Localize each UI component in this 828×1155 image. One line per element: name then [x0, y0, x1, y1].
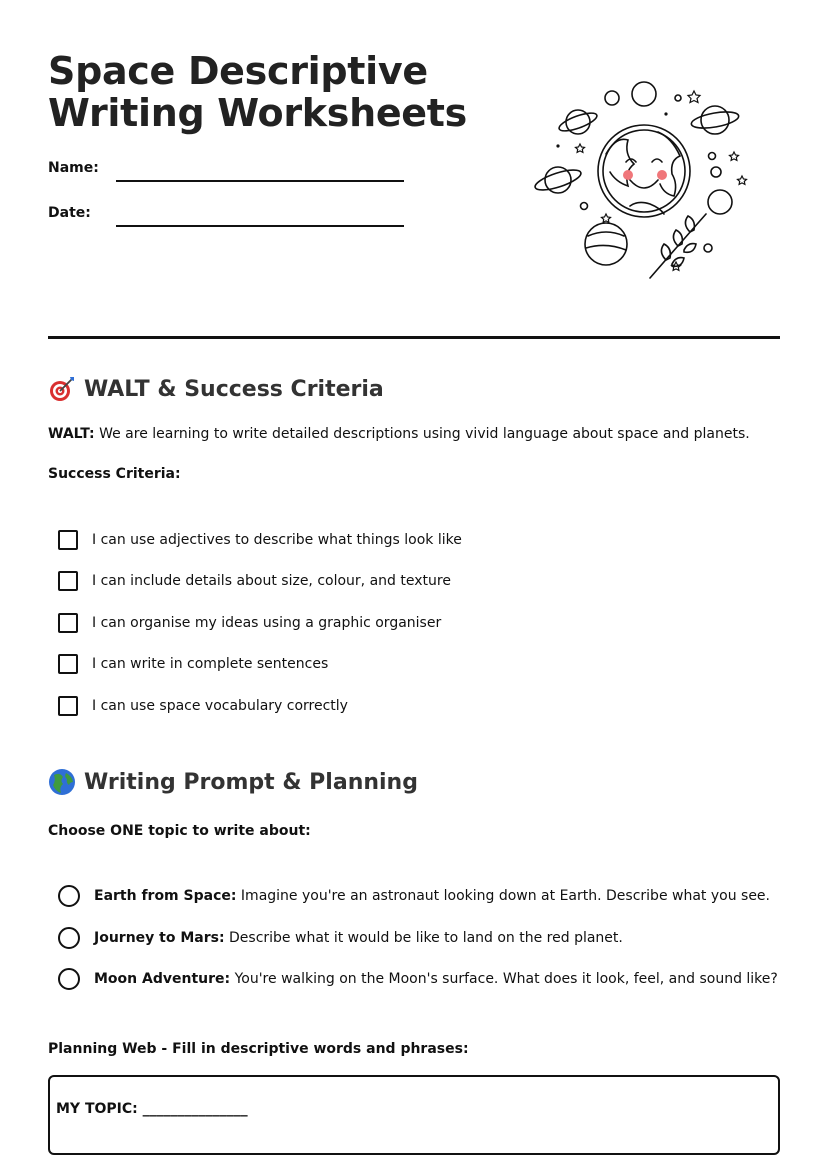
planning-web-heading: Planning Web - Fill in descriptive words and phrases: [48, 1041, 469, 1057]
prompt-section-heading [48, 768, 418, 796]
section-divider [48, 336, 780, 339]
page-title: Space Descriptive Writing Worksheets [48, 49, 467, 135]
topic-text [94, 888, 770, 904]
topic-text [94, 971, 778, 987]
my-topic-label: MY TOPIC: _______________ [56, 1101, 248, 1117]
smiling-earth-illustration [526, 76, 752, 286]
criteria-checkbox[interactable] [58, 571, 78, 591]
criteria-checkbox[interactable] [58, 696, 78, 716]
topic-description: Describe what it would be like to land on the red planet. [229, 930, 623, 946]
walt-section-heading [48, 375, 384, 403]
topic-name: Earth from Space: [94, 888, 237, 904]
name-field[interactable] [116, 180, 404, 182]
target-dart-icon [48, 375, 76, 403]
criteria-label: I can write in complete sentences [92, 656, 329, 672]
criteria-label: I can use adjectives to describe what things look like [92, 532, 462, 548]
criteria-item[interactable] [58, 530, 462, 550]
date-label: Date: [48, 205, 91, 221]
criteria-checkbox[interactable] [58, 613, 78, 633]
topic-description: You're walking on the Moon's surface. What does it look, feel, and sound like? [234, 971, 778, 987]
walt-text: We are learning to write detailed descriptions using vivid language about space and planets. [99, 426, 750, 442]
criteria-label: I can use space vocabulary correctly [92, 698, 348, 714]
planning-web-box[interactable] [48, 1075, 780, 1155]
criteria-label: I can include details about size, colour, and texture [92, 573, 451, 589]
walt-statement [48, 426, 750, 442]
criteria-checkbox[interactable] [58, 654, 78, 674]
topic-radio[interactable] [58, 885, 80, 907]
name-label: Name: [48, 160, 99, 176]
choose-topic-heading: Choose ONE topic to write about: [48, 823, 311, 839]
success-criteria-heading: Success Criteria: [48, 466, 181, 482]
topic-option[interactable] [58, 968, 778, 990]
topic-radio[interactable] [58, 927, 80, 949]
walt-section-title: WALT & Success Criteria [84, 376, 384, 402]
criteria-label: I can organise my ideas using a graphic organiser [92, 615, 442, 631]
criteria-checkbox[interactable] [58, 530, 78, 550]
criteria-item[interactable] [58, 696, 348, 716]
topic-text [94, 930, 623, 946]
prompt-section-title: Writing Prompt & Planning [84, 769, 418, 795]
topic-name: Moon Adventure: [94, 971, 231, 987]
walt-label: WALT: [48, 426, 95, 442]
date-field[interactable] [116, 225, 404, 227]
criteria-item[interactable] [58, 613, 441, 633]
topic-option[interactable] [58, 885, 770, 907]
topic-name: Journey to Mars: [94, 930, 225, 946]
topic-description: Imagine you're an astronaut looking down at Earth. Describe what you see. [240, 888, 770, 904]
topic-radio[interactable] [58, 968, 80, 990]
criteria-item[interactable] [58, 654, 328, 674]
criteria-item[interactable] [58, 571, 451, 591]
topic-option[interactable] [58, 927, 623, 949]
globe-icon [48, 768, 76, 796]
